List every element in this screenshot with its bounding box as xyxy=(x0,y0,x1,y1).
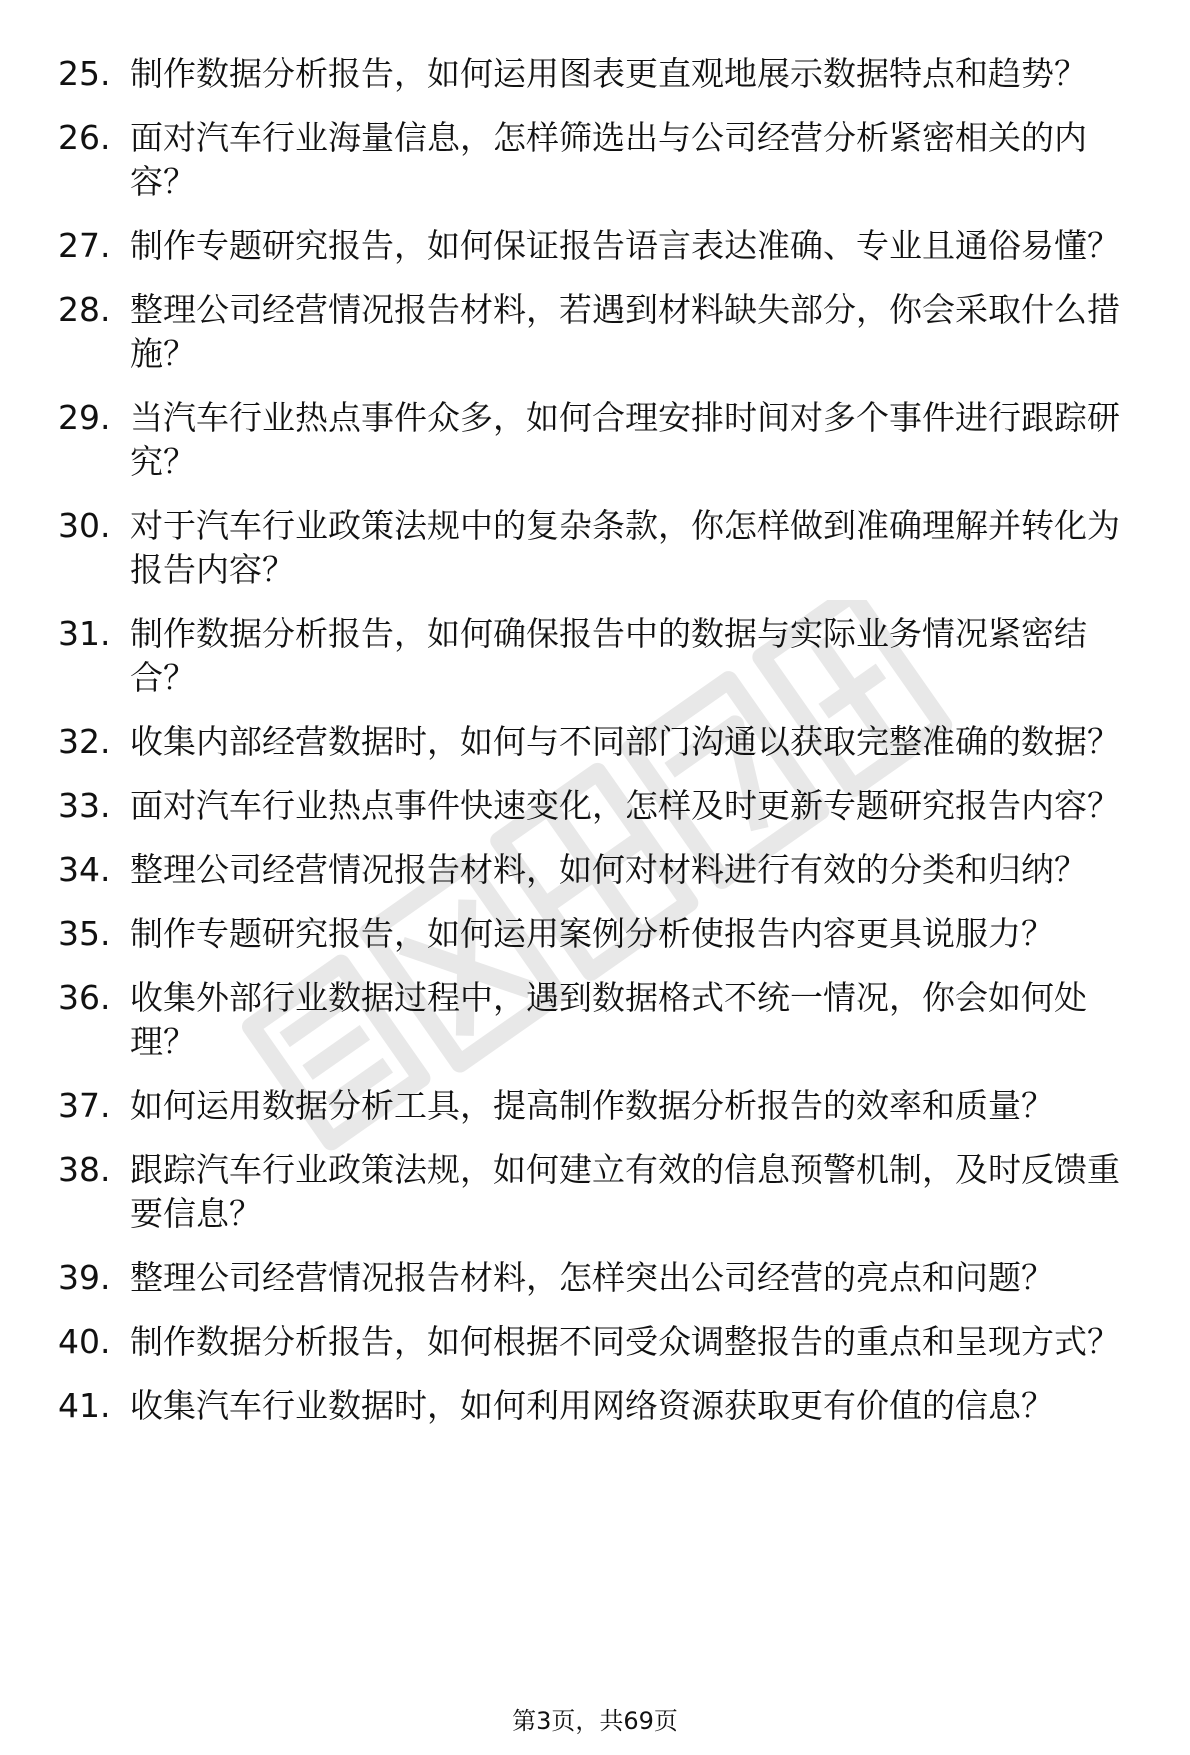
question-text: 面对汽车行业热点事件快速变化，怎样及时更新专题研究报告内容？ xyxy=(130,786,1120,825)
question-number: 29. xyxy=(58,398,111,437)
list-item xyxy=(58,912,1148,956)
question-text: 面对汽车行业海量信息，怎样筛选出与公司经营分析紧密相关的内容？ xyxy=(130,118,1087,201)
question-number: 38. xyxy=(58,1150,111,1189)
question-text: 整理公司经营情况报告材料，怎样突出公司经营的亮点和问题？ xyxy=(130,1258,1054,1297)
question-number: 28. xyxy=(58,290,111,329)
list-item xyxy=(58,116,1148,204)
list-item xyxy=(58,784,1148,828)
list-item xyxy=(58,1084,1148,1128)
question-number: 30. xyxy=(58,506,111,545)
list-item xyxy=(58,396,1148,484)
list-item xyxy=(58,1384,1148,1428)
list-item xyxy=(58,1148,1148,1236)
list-item xyxy=(58,976,1148,1064)
question-number: 33. xyxy=(58,786,111,825)
question-list xyxy=(58,52,1148,1448)
question-number: 40. xyxy=(58,1322,111,1361)
list-item xyxy=(58,224,1148,268)
question-number: 35. xyxy=(58,914,111,953)
list-item xyxy=(58,288,1148,376)
question-text: 制作数据分析报告，如何根据不同受众调整报告的重点和呈现方式？ xyxy=(130,1322,1120,1361)
list-item xyxy=(58,1320,1148,1364)
question-number: 39. xyxy=(58,1258,111,1297)
question-number: 34. xyxy=(58,850,111,889)
question-text: 制作数据分析报告，如何运用图表更直观地展示数据特点和趋势？ xyxy=(130,54,1087,93)
question-number: 41. xyxy=(58,1386,111,1425)
question-text: 收集外部行业数据过程中，遇到数据格式不统一情况，你会如何处理？ xyxy=(130,978,1087,1061)
question-text: 当汽车行业热点事件众多，如何合理安排时间对多个事件进行跟踪研究？ xyxy=(130,398,1120,481)
list-item xyxy=(58,1256,1148,1300)
question-number: 32. xyxy=(58,722,111,761)
question-number: 26. xyxy=(58,118,111,157)
list-item xyxy=(58,612,1148,700)
question-text: 整理公司经营情况报告材料，如何对材料进行有效的分类和归纳？ xyxy=(130,850,1087,889)
question-number: 36. xyxy=(58,978,111,1017)
question-number: 27. xyxy=(58,226,111,265)
question-number: 25. xyxy=(58,54,111,93)
question-text: 对于汽车行业政策法规中的复杂条款，你怎样做到准确理解并转化为报告内容？ xyxy=(130,506,1120,589)
question-text: 整理公司经营情况报告材料，若遇到材料缺失部分，你会采取什么措施？ xyxy=(130,290,1120,373)
list-item xyxy=(58,504,1148,592)
list-item xyxy=(58,720,1148,764)
question-text: 制作数据分析报告，如何确保报告中的数据与实际业务情况紧密结合？ xyxy=(130,614,1087,697)
question-text: 制作专题研究报告，如何运用案例分析使报告内容更具说服力？ xyxy=(130,914,1054,953)
page-number-footer: 第3页，共69页 xyxy=(512,1707,678,1735)
question-text: 收集内部经营数据时，如何与不同部门沟通以获取完整准确的数据？ xyxy=(130,722,1120,761)
question-text: 收集汽车行业数据时，如何利用网络资源获取更有价值的信息？ xyxy=(130,1386,1054,1425)
question-text: 如何运用数据分析工具，提高制作数据分析报告的效率和质量？ xyxy=(130,1086,1054,1125)
list-item xyxy=(58,52,1148,96)
question-number: 37. xyxy=(58,1086,111,1125)
question-number: 31. xyxy=(58,614,111,653)
list-item xyxy=(58,848,1148,892)
question-text: 制作专题研究报告，如何保证报告语言表达准确、专业且通俗易懂？ xyxy=(130,226,1120,265)
question-text: 跟踪汽车行业政策法规，如何建立有效的信息预警机制，及时反馈重要信息？ xyxy=(130,1150,1120,1233)
